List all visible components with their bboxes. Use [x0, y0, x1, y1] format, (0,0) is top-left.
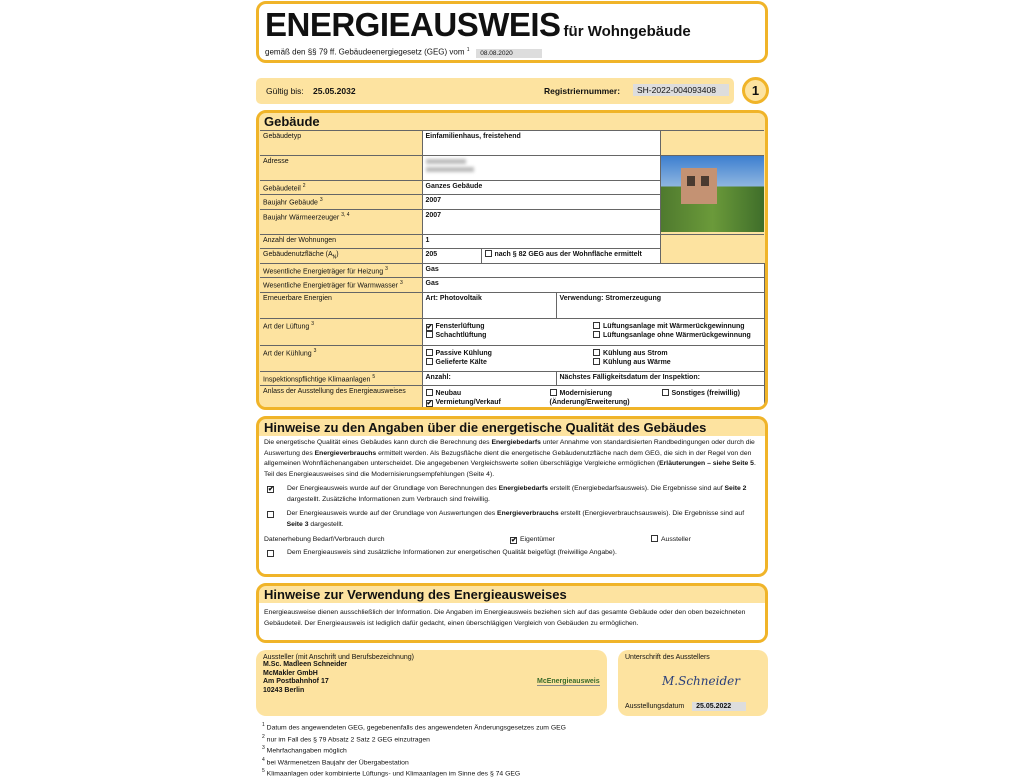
usage-text: Energieausweise dienen ausschließlich der Information. Die Angaben im Energieausweis beziehen sich auf das gesamte Gebäude oder den oben bezeichneten Gebäudeteil. Der Energieausweis ist lediglich dafür gedacht, einen überschlägigen Vergleich von Gebäuden zu ermöglichen.	[259, 603, 765, 643]
checkbox-other[interactable]: Sonstiges (freiwillig)	[662, 389, 740, 407]
address-blurred	[422, 156, 660, 181]
issue-date: 25.05.2022	[692, 702, 746, 711]
checkbox-modernization[interactable]: Modernisierung (Änderung/Erweiterung)	[549, 390, 630, 407]
checkbox-new-build[interactable]: Neubau	[426, 389, 550, 398]
data-collection-label: Datenerhebung Bedarf/Verbrauch durch	[264, 536, 385, 543]
section-title: Hinweise zu den Angaben über die energetische Qualität des Gebäudes	[264, 420, 707, 435]
usage-notes-section	[256, 583, 768, 643]
checkbox-cooling-electric[interactable]: Kühlung aus Strom	[593, 349, 761, 358]
checkbox-vent-with-recovery[interactable]: Lüftungsanlage mit Wärmerückgewinnung	[593, 322, 761, 331]
building-photo	[660, 156, 764, 235]
registration-number: SH-2022-004093408	[633, 84, 729, 96]
checkbox-window-ventilation[interactable]: ✔ Fensterlüftung	[426, 322, 485, 331]
checkbox-delivered-cold[interactable]: Gelieferte Kälte	[426, 358, 594, 367]
page-number-badge: 1	[742, 77, 769, 104]
signature-label: Unterschrift des Ausstellers	[625, 654, 710, 661]
footnotes: $^1$ Datum des angewendeten GEG, gegebenenfalls des angewendeten Änderungsgesetzes zum GEG $^2$ nur im Fall des § 79 Absatz 2 Satz 2 GEG einzutragen $^3$ Mehrfachangaben möglich $^4$ bei Wärmenetzen Baujahr der Übergabestation $^5$ Klimaanlagen oder kombinierte Lüftungs- und Klimaanlagen im Sinne des § 74 GEG	[262, 722, 566, 778]
checkbox-shaft-ventilation[interactable]: Schachtlüftung	[426, 331, 594, 340]
checkbox-consumption-certificate[interactable]: Der Energieausweis wurde auf der Grundlage von Auswertungen des Energieverbrauchs erstellt (Energieverbrauchsausweis). Die Ergebnisse sind auf Seite 3 dargestellt.	[264, 509, 760, 530]
checkbox-passive-cooling[interactable]: Passive Kühlung	[426, 349, 594, 358]
checkbox-rent-sale[interactable]: ✔ Vermietung/Verkauf	[426, 399, 501, 408]
geg-date: 08.08.2020	[476, 49, 542, 58]
building-table: Gebäudetyp Einfamilienhaus, freistehend Adresse Gebäudeteil $^2$ Ganzes Gebäude Baujahr Gebäude $^3$ 2007 Baujahr Wärmeerzeuger $^{3, 4}$ 2007 Anzahl der Wohnungen 1 Gebäudenutzfläche $(A_N)$ 205 nach § 82 GEG aus der Wohnfläche ermittelt Wesentliche Energieträger für Heizung $^3$ Gas Wesentliche Energieträger für Warmwasser $^3$ Gas Erneuerbare Energien Art: Photovoltaik Verwendung: Stromerzeugung Art der Lüftung $^3$ ✔ Fensterlüftung Lüftungsanlage mit Wärmerückgewinnung Schachtlüftung Lüftungsanlage ohne Wärmerückgewinnung Art der Kühlung $^3$ Passive Kühlung Kühlung aus Strom Gelieferte Kälte Kühlung aus Wärme Inspektionspflichtige Klimaanlagen $^5$ Anzahl: Nächstes Fälligkeitsdatum der Inspektion: Anlass der Ausstellung des Energieausweises Neubau ✔ Vermietung/Verkauf Modernisierung (Änderung/Erweiterung) Sonstiges (freiwillig)	[260, 130, 765, 410]
area-from-living-space-checkbox[interactable]: nach § 82 GEG aus der Wohnfläche ermittelt	[481, 248, 660, 263]
checkbox-vent-without-recovery[interactable]: Lüftungsanlage ohne Wärmerückgewinnung	[593, 331, 761, 340]
checkbox-demand-certificate[interactable]: ✔ Der Energieausweis wurde auf der Grundlage von Berechnungen des Energiebedarfs erstellt (Energiebedarfsausweis). Die Ergebnisse sind auf Seite 2 dargestellt. Zusätzliche Informationen zum Verbrauch sind freiwillig.	[268, 485, 747, 503]
building-section	[256, 110, 768, 410]
signature-image: M.Schneider	[662, 674, 740, 688]
validity-bar	[256, 78, 734, 104]
subtitle: gemäß den §§ 79 ff. Gebäudeenergiegesetz (GEG) vom $^1$ 08.08.2020	[265, 47, 542, 58]
intro-text: Die energetische Qualität eines Gebäudes kann durch die Berechnung des Energiebedarfs unter Annahme von standardisierten Randbedingungen oder durch die Auswertung des Energieverbrauchs ermittelt werden. Als Bezugsfläche dient die energetische Gebäudenutzfläche nach dem GEG, die sich in der Regel von den allgemeinen Wohnflächenangaben unterscheidet. Die angegebenen Vergleichswerte sollen überschlägige Vergleiche ermöglichen (Erläuterungen – siehe Seite 5. Teil des Energieausweises sind die Modernisierungsempfehlungen (Seite 4).	[264, 439, 756, 478]
section-title: Hinweise zur Verwendung des Energieausweises	[264, 587, 567, 602]
signature-box: Unterschrift des Ausstellers M.Schneider Ausstellungsdatum 25.05.2022	[618, 650, 768, 716]
header	[256, 1, 768, 63]
issuer-label: Aussteller (mit Anschrift und Berufsbezeichnung)	[263, 654, 414, 661]
checkbox-issuer[interactable]: Aussteller	[651, 535, 691, 546]
section-title: Gebäude	[264, 114, 320, 129]
registration-label: Registriernummer:	[544, 86, 621, 96]
checkbox-extra-info[interactable]: Dem Energieausweis sind zusätzliche Informationen zur energetischen Qualität beigefügt (freiwillige Angabe).	[264, 548, 760, 559]
checkbox-cooling-heat[interactable]: Kühlung aus Wärme	[593, 358, 761, 367]
issuer-box: Aussteller (mit Anschrift und Berufsbezeichnung) M.Sc. Madleen Schneider McMakler GmbH Am Postbahnhof 17 10243 Berlin McEnergieausweis	[256, 650, 607, 716]
building-type: Einfamilienhaus, freistehend	[422, 131, 660, 156]
valid-date: 25.05.2032	[313, 86, 356, 96]
valid-label: Gültig bis:	[266, 86, 304, 96]
quality-notes-section	[256, 416, 768, 577]
document-title: ENERGIEAUSWEIS für Wohngebäude	[265, 6, 691, 43]
checkbox-owner[interactable]: ✔ Eigentümer	[511, 536, 555, 544]
issuer-logo: McEnergieausweis	[537, 678, 600, 685]
